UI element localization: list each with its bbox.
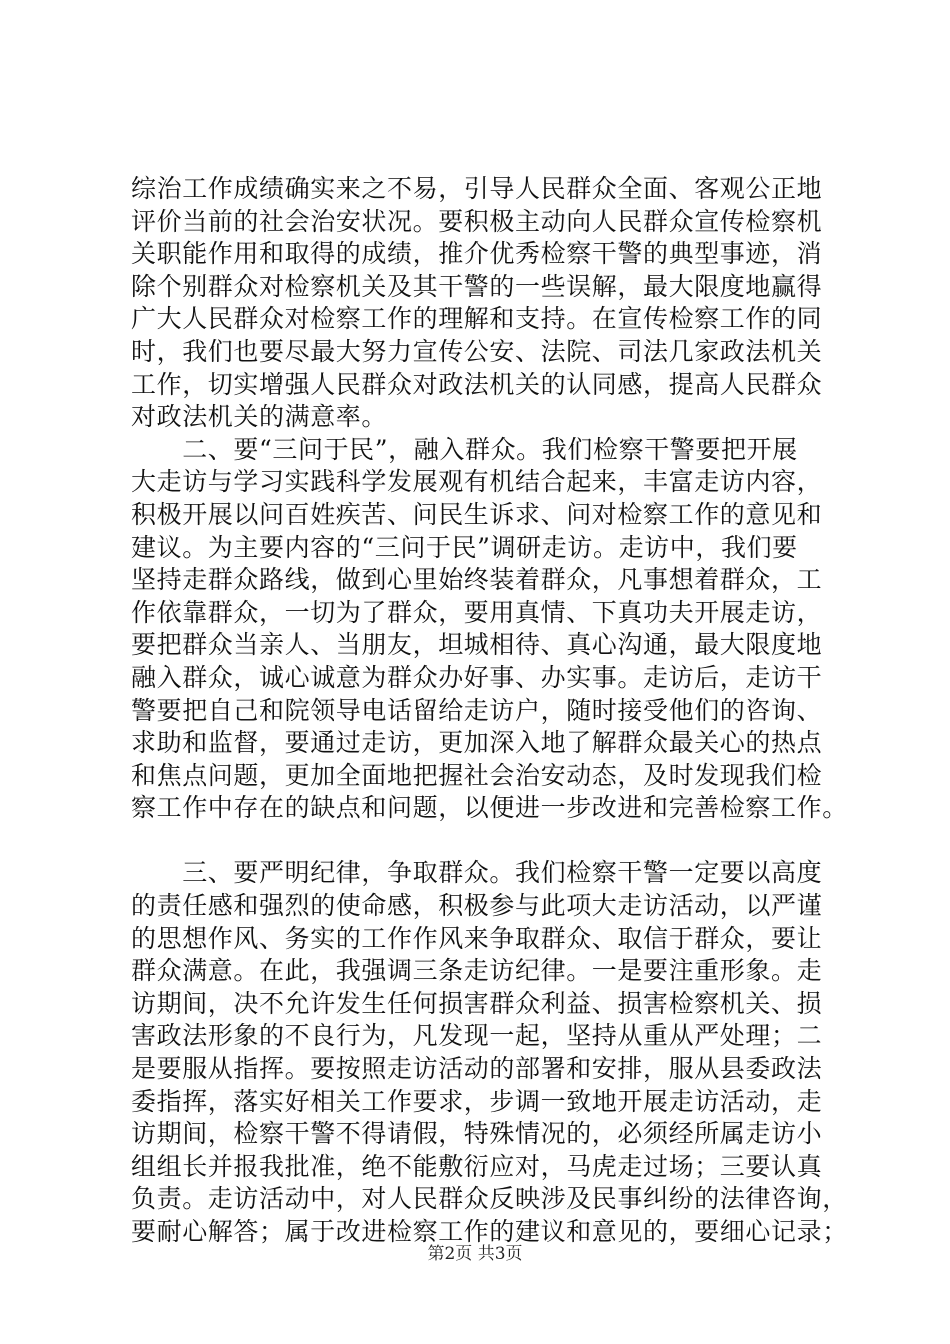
blank-line — [131, 825, 841, 858]
text-line: 和焦点问题，更加全面地把握社会治安动态，及时发现我们检 — [131, 760, 823, 790]
text-line: 的思想作风、务实的工作作风来争取群众、取信于群众，要让 — [131, 923, 823, 953]
text-line: 察工作中存在的缺点和问题，以便进一步改进和完善检察工作。 — [131, 793, 848, 823]
text-line: 融入群众，诚心诚意为群众办好事、办实事。走访后，走访干 — [131, 662, 823, 692]
text-line: 访期间，决不允许发生任何损害群众利益、损害检察机关、损 — [131, 988, 823, 1018]
text-line: 广大人民群众对检察工作的理解和支持。在宣传检察工作的同 — [131, 304, 823, 334]
text-line: 建议。为主要内容的“三问于民”调研走访。走访中，我们要 — [131, 532, 798, 562]
text-line: 是要服从指挥。要按照走访活动的部署和安排，服从县委政法 — [131, 1054, 823, 1084]
text-line: 群众满意。在此，我强调三条走访纪律。一是要注重形象。走 — [131, 956, 823, 986]
text-line: 二、要“三问于民”，融入群众。我们检察干警要把开展 — [131, 434, 798, 464]
text-line: 三、要严明纪律，争取群众。我们检察干警一定要以高度 — [131, 858, 823, 888]
text-line: 组组长并报我批准，绝不能敷衍应对，马虎走过场；三要认真 — [131, 1151, 823, 1181]
text-line: 评价当前的社会治安状况。要积极主动向人民群众宣传检察机 — [131, 206, 823, 236]
text-line: 的责任感和强烈的使命感，积极参与此项大走访活动，以严谨 — [131, 891, 823, 921]
text-line: 除个别群众对检察机关及其干警的一些误解，最大限度地赢得 — [131, 271, 823, 301]
text-line: 求助和监督，要通过走访，更加深入地了解群众最关心的热点 — [131, 728, 823, 758]
page-footer: 第2页 共3页 — [427, 1244, 523, 1264]
text-line: 害政法形象的不良行为，凡发现一起，坚持从重从严处理；二 — [131, 1021, 823, 1051]
text-line: 坚持走群众路线，做到心里始终装着群众，凡事想着群众，工 — [131, 565, 823, 595]
document-body — [131, 173, 848, 1249]
text-line: 警要把自己和院领导电话留给走访户，随时接受他们的咨询、 — [131, 695, 823, 725]
text-line: 积极开展以问百姓疾苦、问民生诉求、问对检察工作的意见和 — [131, 499, 823, 529]
text-line: 关职能作用和取得的成绩，推介优秀检察干警的典型事迹，消 — [131, 239, 823, 269]
text-line: 访期间，检察干警不得请假，特殊情况的，必须经所属走访小 — [131, 1119, 823, 1149]
text-line: 大走访与学习实践科学发展观有机结合起来，丰富走访内容， — [131, 467, 823, 497]
text-line: 负责。走访活动中，对人民群众反映涉及民事纠纷的法律咨询， — [131, 1184, 848, 1214]
text-line: 综治工作成绩确实来之不易，引导人民群众全面、客观公正地 — [131, 174, 823, 203]
text-line: 时，我们也要尽最大努力宣传公安、法院、司法几家政法机关 — [131, 336, 823, 366]
text-line: 对政法机关的满意率。 — [131, 402, 388, 432]
text-line: 委指挥，落实好相关工作要求，步调一致地开展走访活动，走 — [131, 1086, 823, 1116]
text-line: 要把群众当亲人、当朋友，坦城相待、真心沟通，最大限度地 — [131, 630, 823, 660]
text-line: 工作，切实增强人民群众对政法机关的认同感，提高人民群众 — [131, 369, 823, 399]
text-line: 要耐心解答；属于改进检察工作的建议和意见的，要细心记录； — [131, 1217, 848, 1246]
text-line: 作依靠群众，一切为了群众，要用真情、下真功夫开展走访， — [131, 597, 823, 627]
